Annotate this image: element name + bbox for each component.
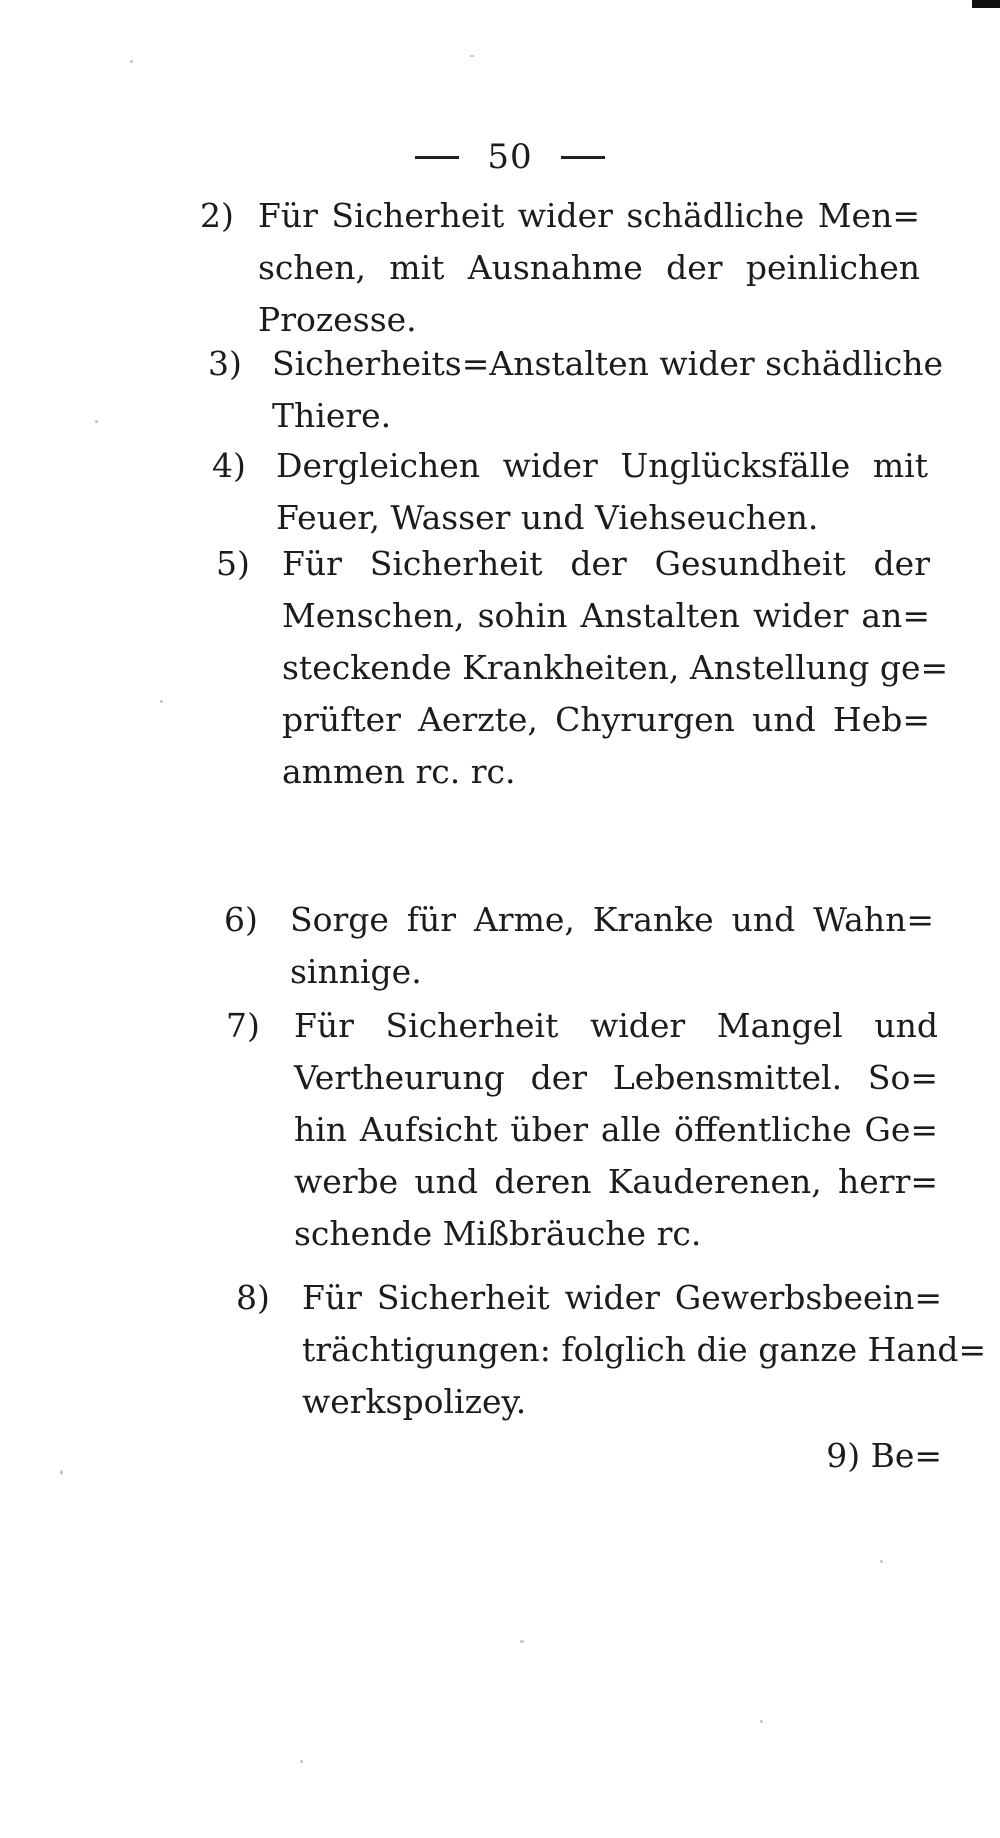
item-marker: 4) [212,446,246,485]
item-line: Feuer, Wasser und Viehseuchen. [276,498,819,537]
item-line: schende Mißbräuche rc. [294,1214,702,1253]
list-item [216,538,949,798]
paper-speck [470,55,474,57]
item-marker: 7) [226,1006,260,1045]
item-marker: 6) [224,900,258,939]
list-item [212,440,928,544]
paper-speck [760,1720,763,1723]
item-line: Sicherheits=Anstalten wider schädliche [272,344,943,383]
paper-speck [160,700,163,703]
item-line: werbe und deren Kauderenen, herr= [294,1162,938,1201]
item-line: werkspolizey. [302,1382,527,1421]
item-line: Für Sicherheit wider Mangel und [294,1006,938,1045]
item-line: Menschen, sohin Anstalten wider an= [282,596,930,635]
item-line: hin Aufsicht über alle öffentliche Ge= [294,1110,938,1149]
page-number: 50 [487,137,533,177]
paper-speck [130,60,133,63]
page-edge-mark [972,0,1000,8]
item-line: sinnige. [290,952,422,991]
item-line: trächtigungen: folglich die ganze Hand= [302,1330,987,1369]
item-line: schen, mit Ausnahme der peinlichen [258,248,920,287]
list-item [200,190,920,346]
catchword: 9) Be= [826,1436,942,1475]
item-line: Prozesse. [258,300,417,339]
list-item [208,338,943,442]
list-item [226,1000,938,1260]
item-marker: 8) [236,1278,270,1317]
list-item [224,894,934,998]
paper-speck [95,420,98,423]
paper-speck [520,1640,524,1643]
paper-speck [880,1560,883,1563]
item-line: prüfter Aerzte, Chyrurgen und Heb= [282,700,930,739]
header-dash-left [415,156,459,159]
item-line: steckende Krankheiten, Anstellung ge= [282,648,949,687]
list-item [236,1272,987,1428]
item-line: ammen rc. rc. [282,752,516,791]
item-line: Thiere. [272,396,392,435]
item-marker: 3) [208,344,242,383]
item-marker: 5) [216,544,250,583]
item-line: Sorge für Arme, Kranke und Wahn= [290,900,934,939]
item-line: Vertheurung der Lebensmittel. So= [294,1058,938,1097]
item-line: Dergleichen wider Unglücksfälle mit [276,446,928,485]
item-line: Für Sicherheit wider schädliche Men= [258,196,920,235]
paper-speck [300,1760,303,1763]
item-line: Für Sicherheit wider Gewerbsbeein= [302,1278,942,1317]
item-marker: 2) [200,196,234,235]
page-header [0,132,1000,182]
item-line: Für Sicherheit der Gesundheit der [282,544,930,583]
header-dash-right [561,156,605,159]
paper-speck [60,1470,63,1475]
